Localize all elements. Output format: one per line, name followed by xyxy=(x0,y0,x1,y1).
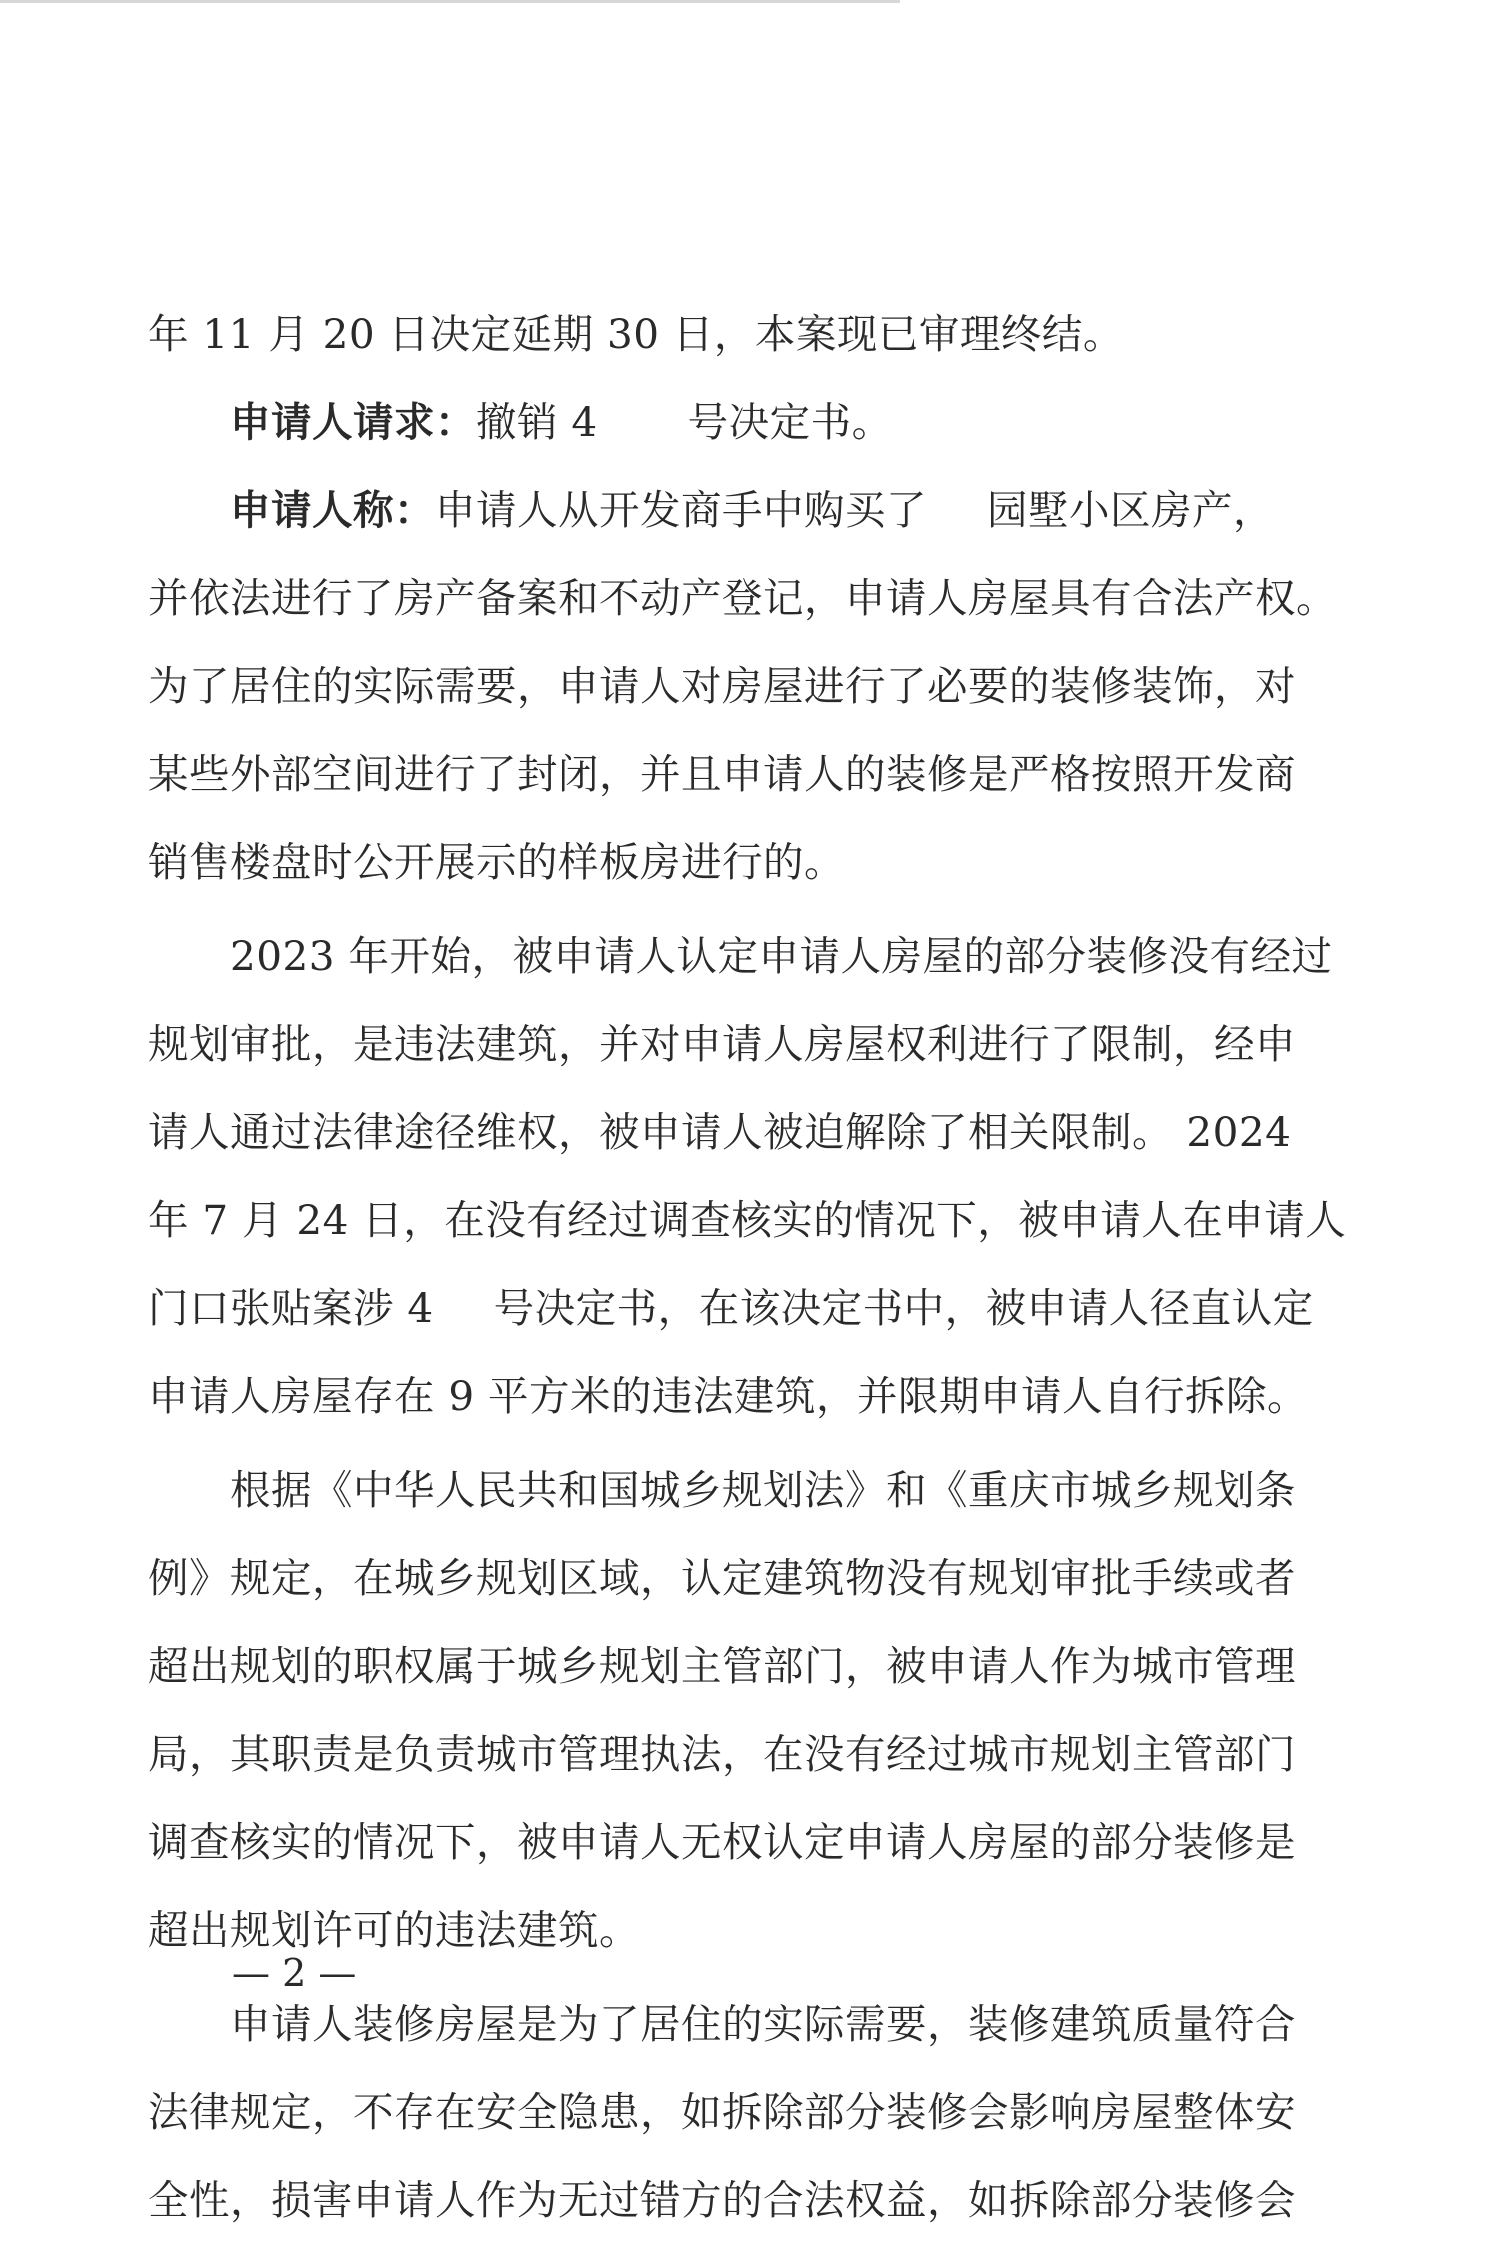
paragraph-line: 年 11 月 20 日决定延期 30 日，本案现已审理终结。 xyxy=(148,310,1124,358)
paragraph-line: 例》规定，在城乡规划区域，认定建筑物没有规划审批手续或者 xyxy=(148,1554,1296,1602)
paragraph-line xyxy=(148,1264,1314,1352)
claim-text-a: 申请人从开发商手中购买了 xyxy=(435,486,927,534)
claim-label: 申请人称： xyxy=(230,486,435,534)
paragraph-line: 某些外部空间进行了封闭，并且申请人的装修是严格按照开发商 xyxy=(148,750,1296,798)
request-label: 申请人请求： xyxy=(230,398,476,446)
redacted-line-end: 号决定书，在该决定书中，被申请人径直认定 xyxy=(493,1284,1314,1332)
top-rule xyxy=(0,0,900,3)
page-number: — 2 — xyxy=(232,1951,357,1995)
claim-text-b: 园墅小区房产， xyxy=(987,486,1274,534)
paragraph-line: 超出规划的职权属于城乡规划主管部门，被申请人作为城市管理 xyxy=(148,1642,1296,1690)
redacted-line-start: 门口张贴案涉 4 xyxy=(148,1284,434,1332)
paragraph-line: 年 7 月 24 日，在没有经过调查核实的情况下，被申请人在申请人 xyxy=(148,1196,1347,1244)
request-text: 撤销 4 xyxy=(476,398,598,446)
paragraph-line: 超出规划许可的违法建筑。 xyxy=(148,1906,640,1954)
paragraph-line: 2023 年开始，被申请人认定申请人房屋的部分装修没有经过 xyxy=(230,932,1333,980)
paragraph-line: 全性，损害申请人作为无过错方的合法权益，如拆除部分装修会 xyxy=(148,2176,1296,2224)
paragraph-line: 法律规定，不存在安全隐患，如拆除部分装修会影响房屋整体安 xyxy=(148,2088,1296,2136)
paragraph-line: 申请人装修房屋是为了居住的实际需要，装修建筑质量符合 xyxy=(230,2000,1296,2048)
request-line xyxy=(148,378,1268,466)
request-tail: 号决定书。 xyxy=(687,398,893,446)
paragraph-line: 请人通过法律途径维权，被申请人被迫解除了相关限制。 2024 xyxy=(148,1108,1292,1156)
paragraph-line: 为了居住的实际需要，申请人对房屋进行了必要的装修装饰，对 xyxy=(148,662,1296,710)
paragraph-line: 根据《中华人民共和国城乡规划法》和《重庆市城乡规划条 xyxy=(230,1466,1296,1514)
claim-first-line xyxy=(148,466,1274,554)
paragraph-line: 规划审批，是违法建筑，并对申请人房屋权利进行了限制，经申 xyxy=(148,1020,1296,1068)
paragraph-line: 申请人房屋存在 9 平方米的违法建筑，并限期申请人自行拆除。 xyxy=(148,1372,1309,1420)
paragraph-line: 并依法进行了房产备案和不动产登记，申请人房屋具有合法产权。 xyxy=(148,574,1337,622)
paragraph-line: 调查核实的情况下，被申请人无权认定申请人房屋的部分装修是 xyxy=(148,1818,1296,1866)
paragraph-line: 局，其职责是负责城市管理执法，在没有经过城市规划主管部门 xyxy=(148,1730,1296,1778)
paragraph-line: 销售楼盘时公开展示的样板房进行的。 xyxy=(148,838,845,886)
